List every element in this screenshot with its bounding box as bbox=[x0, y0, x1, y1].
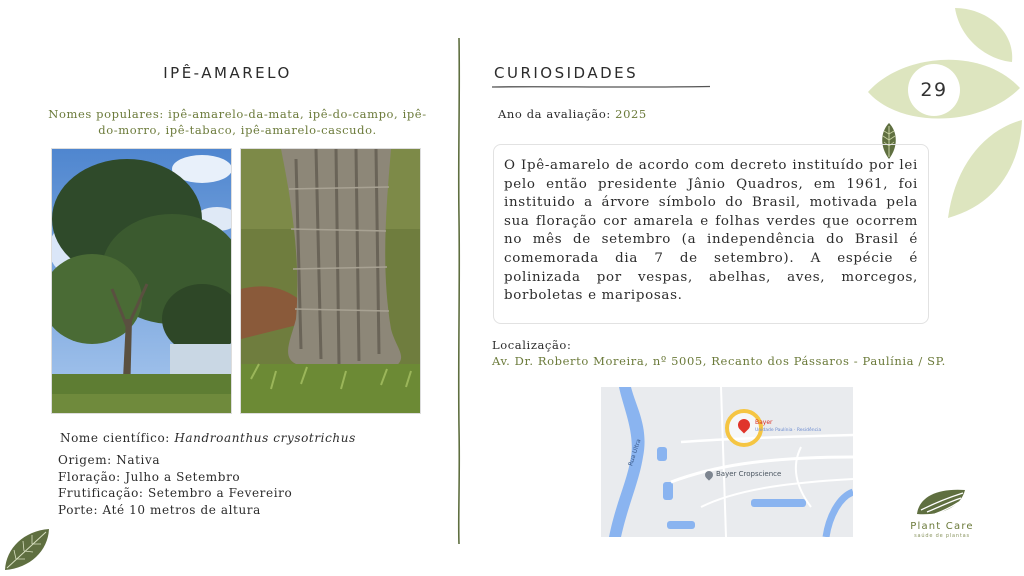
curiosities-title: CURIOSIDADES bbox=[494, 64, 639, 82]
location-label: Localização: bbox=[492, 338, 572, 352]
scientific-name-label: Nome científico: bbox=[60, 431, 170, 445]
origin-label: Origem: bbox=[58, 453, 112, 467]
assessment-year-label: Ano da avaliação: bbox=[498, 107, 611, 121]
species-title: IPÊ-AMARELO bbox=[163, 64, 292, 82]
popular-names bbox=[40, 106, 435, 138]
flowering-line bbox=[58, 469, 292, 486]
popular-names-label: Nomes populares: bbox=[48, 107, 164, 121]
trunk-photo bbox=[240, 148, 421, 414]
size-value: Até 10 metros de altura bbox=[102, 502, 261, 517]
logo-name: Plant Care bbox=[910, 521, 974, 532]
origin-line bbox=[58, 452, 292, 469]
species-details bbox=[58, 452, 292, 518]
flowering-label: Floração: bbox=[58, 469, 121, 484]
fruiting-label: Frutificação: bbox=[58, 486, 144, 500]
column-divider bbox=[455, 38, 463, 544]
page-number: 29 bbox=[908, 64, 960, 116]
curiosity-card bbox=[493, 144, 929, 324]
decorative-leaf-icon bbox=[2, 526, 52, 572]
road-label: Rua Ultra bbox=[627, 438, 643, 467]
curiosity-text: O Ipê-amarelo de acordo com decreto instituído por lei pelo então presidente Jânio Quadros, em 1961, foi instituido a árvore símbolo do Brasil, motivada pela sua floração cor amarela e folhas verdes que ocorrem no mês de setembro (a independência do Brasil é comemorada dia 7 de setembro). A espécie é polinizada por vespas, abelhas, aves, morcegos, borboletas e mariposas. bbox=[504, 158, 918, 304]
scientific-name-line bbox=[60, 430, 356, 447]
assessment-year bbox=[498, 106, 647, 122]
marker-sublabel: Unidade Paulínia · Residência bbox=[755, 428, 822, 433]
leaf-shape-top bbox=[955, 8, 1012, 62]
fruiting-value: Setembro a Fevereiro bbox=[147, 486, 293, 500]
scientific-name-value: Handroanthus crysotrichus bbox=[174, 431, 356, 445]
poi-label: Bayer Cropscience bbox=[716, 470, 782, 478]
leaf-shape-bottom bbox=[948, 120, 1022, 218]
location-map[interactable] bbox=[601, 387, 853, 537]
title-underline bbox=[492, 84, 710, 90]
tree-photo bbox=[51, 148, 232, 414]
lake bbox=[751, 499, 806, 507]
location-block bbox=[492, 337, 946, 369]
marker-label: Bayer bbox=[755, 419, 773, 426]
location-address: Av. Dr. Roberto Moreira, nº 5005, Recanto dos Pássaros - Paulínia / SP. bbox=[492, 354, 946, 368]
assessment-year-value: 2025 bbox=[615, 107, 647, 121]
fruiting-line bbox=[58, 485, 292, 502]
plant-care-logo-icon bbox=[913, 486, 971, 518]
flowering-value: Julho a Setembro bbox=[125, 469, 241, 484]
popular-names-value: ipê-amarelo-da-mata, ipê-do-campo, ipê-do-morro, ipê-tabaco, ipê-amarelo-cascudo. bbox=[98, 107, 427, 137]
origin-value: Nativa bbox=[116, 453, 161, 467]
logo-tagline: saúde de plantas bbox=[914, 533, 970, 539]
size-line bbox=[58, 502, 292, 519]
size-label: Porte: bbox=[58, 502, 99, 517]
river bbox=[609, 387, 645, 537]
